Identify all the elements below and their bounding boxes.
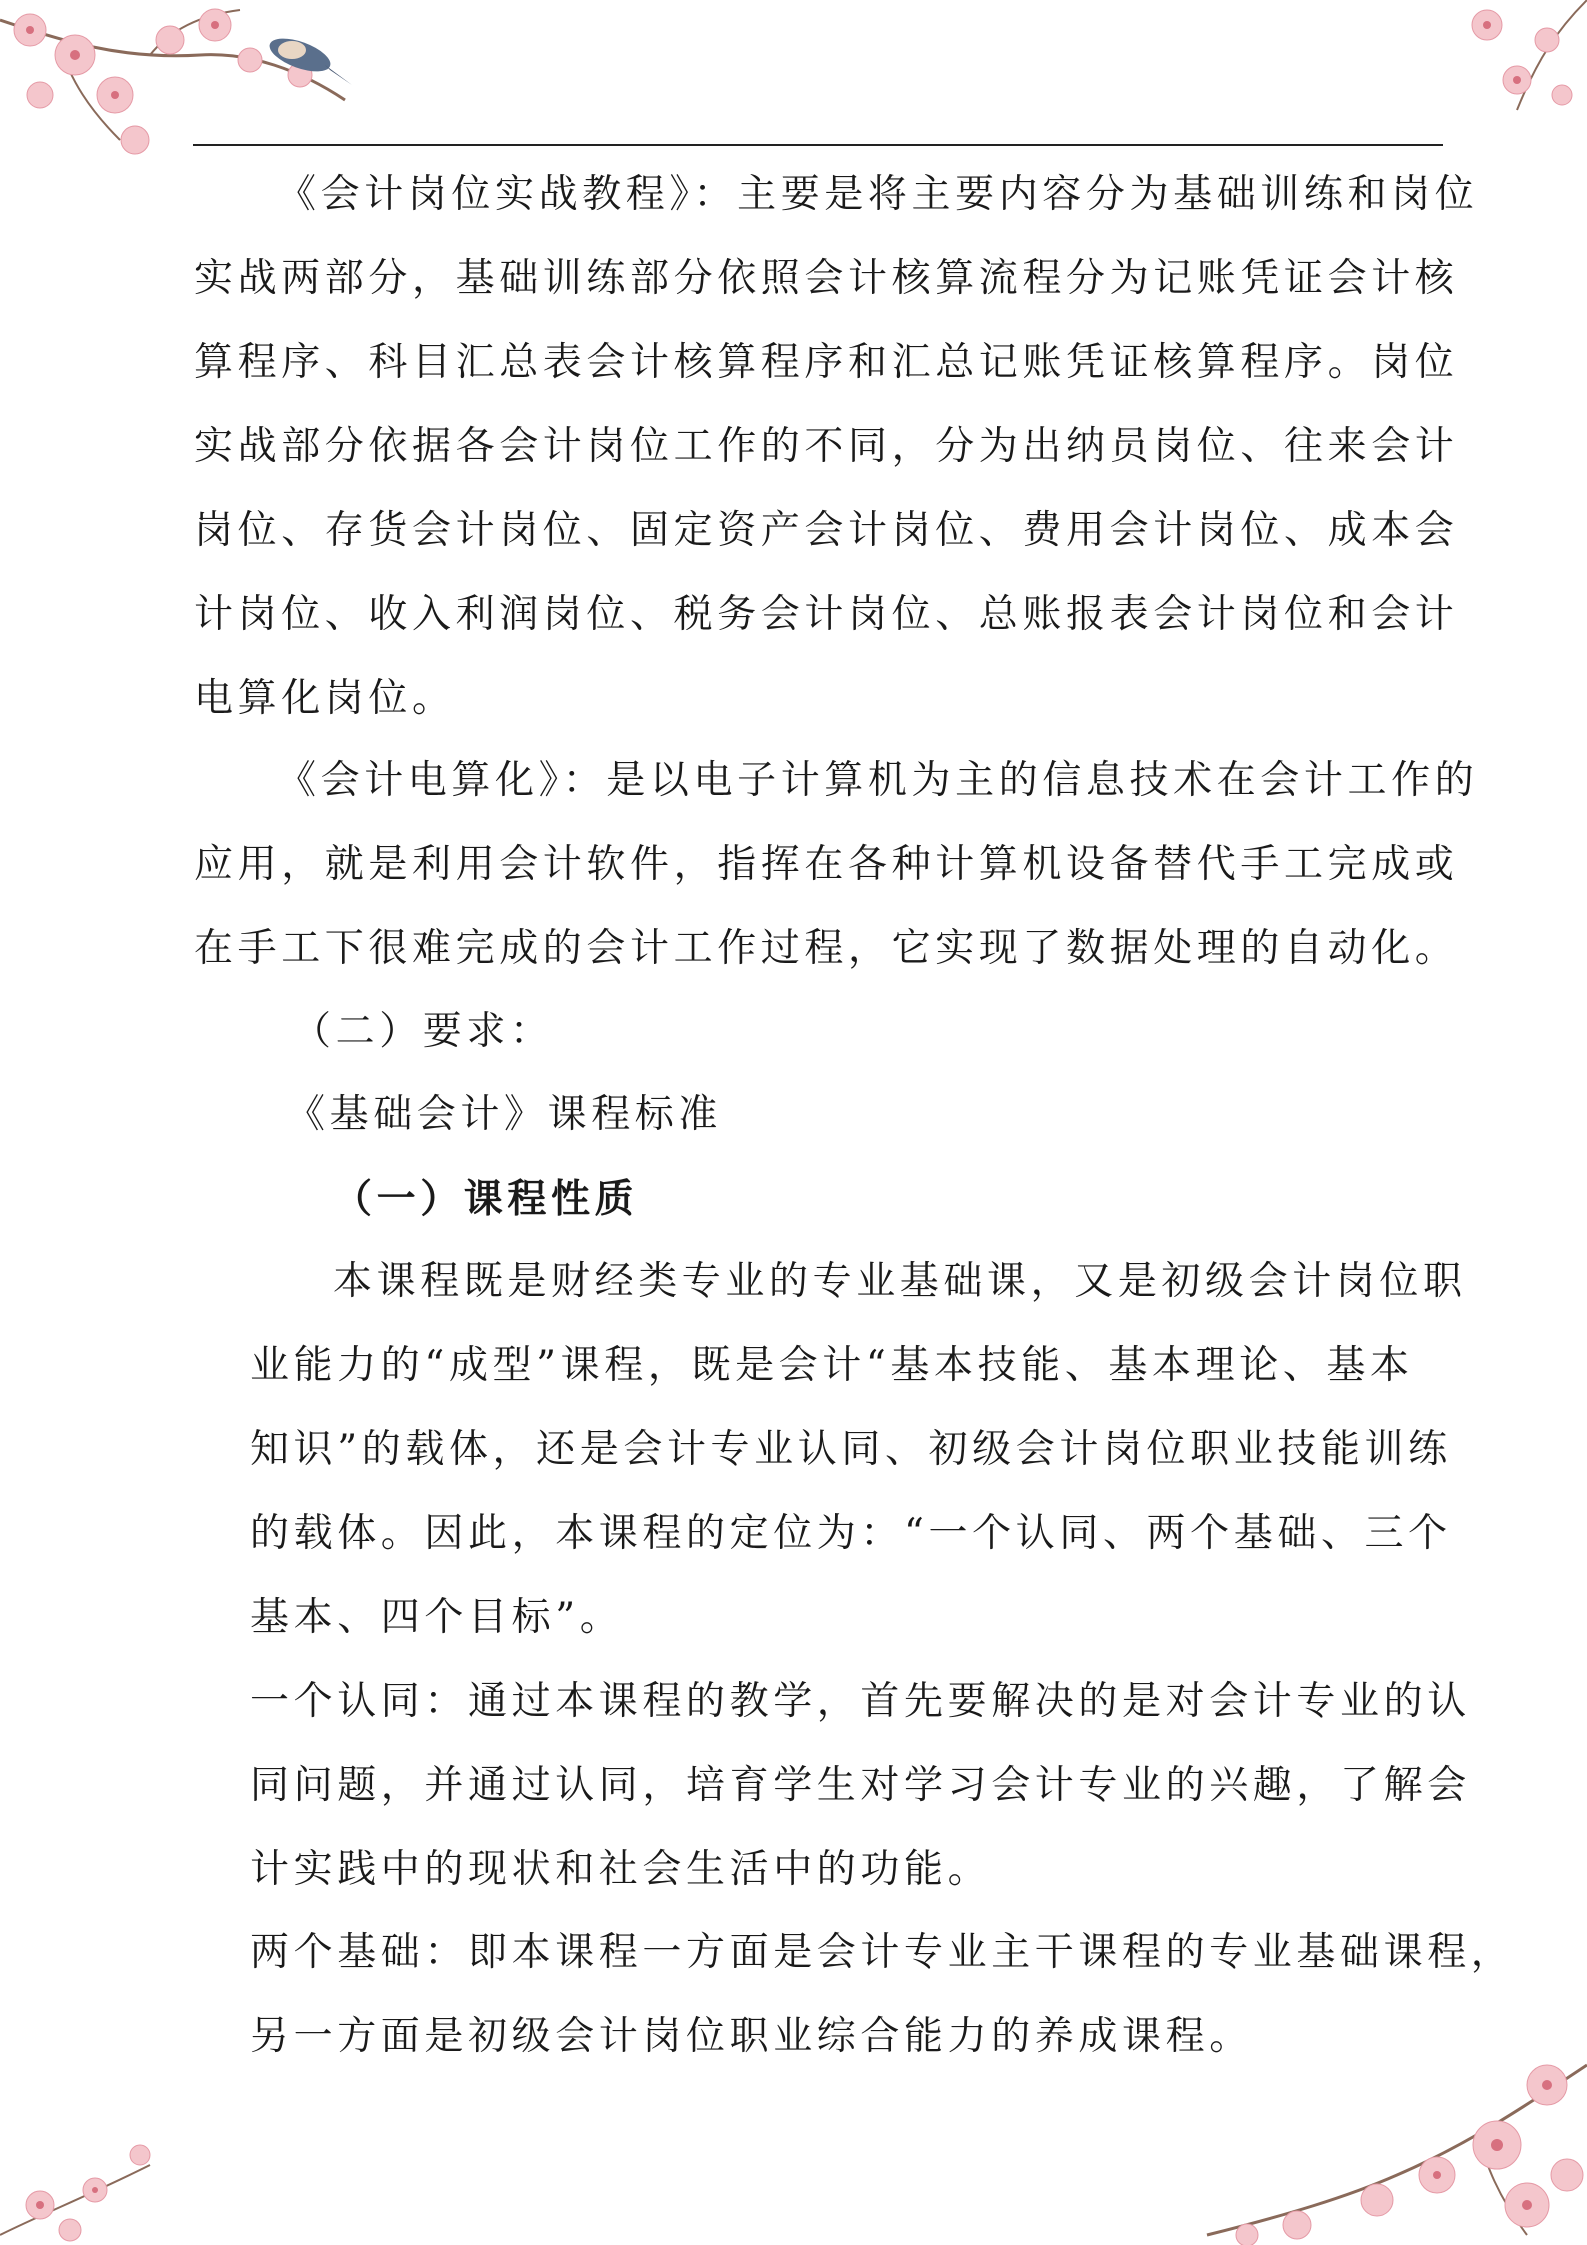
text-line: 岗位、存货会计岗位、固定资产会计岗位、费用会计岗位、成本会 bbox=[194, 508, 1459, 553]
text-line: 两个基础：即本课程一方面是会计专业主干课程的专业基础课程， bbox=[250, 1930, 1515, 1975]
text-line: 的载体。因此，本课程的定位为：“一个认同、两个基础、三个 bbox=[250, 1511, 1452, 1556]
text-line: 在手工下很难完成的会计工作过程，它实现了数据处理的自动化。 bbox=[194, 926, 1459, 971]
text-line: 同问题，并通过认同，培育学生对学习会计专业的兴趣，了解会 bbox=[250, 1763, 1471, 1808]
blossom-branch-top-right-decoration bbox=[1437, 0, 1587, 130]
blossom-branch-bottom-left-decoration bbox=[0, 2095, 200, 2245]
text-line: 应用，就是利用会计软件，指挥在各种计算机设备替代手工完成或 bbox=[194, 842, 1459, 887]
requirements-heading: （二）要求： bbox=[292, 1009, 554, 1054]
text-line: 一个认同：通过本课程的教学，首先要解决的是对会计专业的认 bbox=[250, 1679, 1471, 1724]
text-line: 《会计岗位实战教程》：主要是将主要内容分为基础训练和岗位 bbox=[277, 172, 1479, 217]
text-line: 计岗位、收入利润岗位、税务会计岗位、总账报表会计岗位和会计 bbox=[194, 592, 1459, 637]
text-line: 另一方面是初级会计岗位职业综合能力的养成课程。 bbox=[250, 2014, 1253, 2059]
paragraph-one-identity bbox=[250, 1660, 1471, 1912]
paragraph-accounting-practice-course bbox=[194, 153, 1478, 741]
course-nature-heading: （一）课程性质 bbox=[333, 1176, 639, 1222]
text-line: 算程序、科目汇总表会计核算程序和汇总记账凭证核算程序。岗位 bbox=[194, 340, 1459, 385]
text-line: 实战两部分，基础训练部分依照会计核算流程分为记账凭证会计核 bbox=[194, 256, 1459, 301]
text-line: 知识”的载体，还是会计专业认同、初级会计岗位职业技能训练 bbox=[250, 1427, 1452, 1472]
text-line: 电算化岗位。 bbox=[194, 676, 456, 721]
paragraph-course-nature bbox=[250, 1240, 1467, 1660]
header-divider-line bbox=[193, 144, 1443, 146]
text-line: 基本、四个目标”。 bbox=[250, 1595, 624, 1640]
text-line: 业能力的“成型”课程，既是会计“基本技能、基本理论、基本 bbox=[250, 1343, 1414, 1388]
text-line: 实战部分依据各会计岗位工作的不同，分为出纳员岗位、往来会计 bbox=[194, 424, 1459, 469]
text-line: 本课程既是财经类专业的专业基础课，又是初级会计岗位职 bbox=[333, 1259, 1467, 1304]
paragraph-two-foundations bbox=[250, 1911, 1514, 2079]
text-line: 计实践中的现状和社会生活中的功能。 bbox=[250, 1847, 992, 1892]
paragraph-accounting-computerization bbox=[194, 739, 1478, 991]
course-standard-title: 《基础会计》课程标准 bbox=[286, 1092, 723, 1137]
text-line: 《会计电算化》：是以电子计算机为主的信息技术在会计工作的 bbox=[277, 758, 1479, 803]
